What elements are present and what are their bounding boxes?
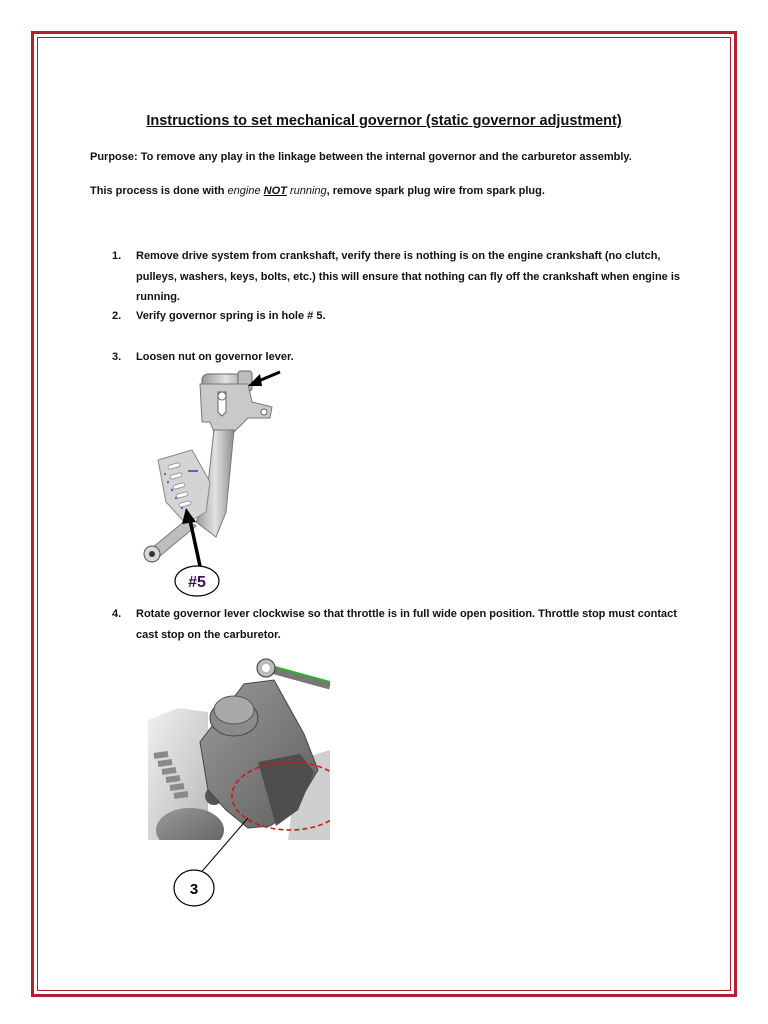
process-suffix: , remove spark plug wire from spark plug. xyxy=(326,185,545,197)
process-running: running xyxy=(289,185,327,197)
callout-label: #5 xyxy=(188,574,206,591)
callout-label: 3 xyxy=(189,881,199,898)
step-text: Verify governor spring is in hole # 5. xyxy=(136,310,326,322)
step-number: 2. xyxy=(112,310,122,322)
step-number: 1. xyxy=(112,250,122,262)
document-title: Instructions to set mechanical governor (static governor adjustment) xyxy=(146,113,622,129)
process-not: NOT xyxy=(263,185,287,197)
process-engine: engine xyxy=(227,185,261,197)
process-prefix: This process is done with xyxy=(90,185,225,197)
step-number: 4. xyxy=(112,608,122,620)
step-text: Loosen nut on governor lever. xyxy=(136,351,294,363)
step-number: 3. xyxy=(112,351,122,363)
governor-lever-figure xyxy=(130,362,300,598)
carburetor-throttle-figure xyxy=(148,650,358,918)
purpose-paragraph: Purpose: To remove any play in the linkage between the internal governor and the carburetor assembly. xyxy=(90,151,632,163)
process-paragraph xyxy=(90,185,545,197)
step-text: Rotate governor lever clockwise so that throttle is in full wide open position. Throttle stop must contact cast stop on the carburetor. xyxy=(136,608,677,641)
step-text: Remove drive system from crankshaft, verify there is nothing is on the engine crankshaft (no clutch, pulleys, washers, keys, bolts, etc.) this will ensure that nothing can fly off the crankshaft when engine is running. xyxy=(136,250,681,303)
